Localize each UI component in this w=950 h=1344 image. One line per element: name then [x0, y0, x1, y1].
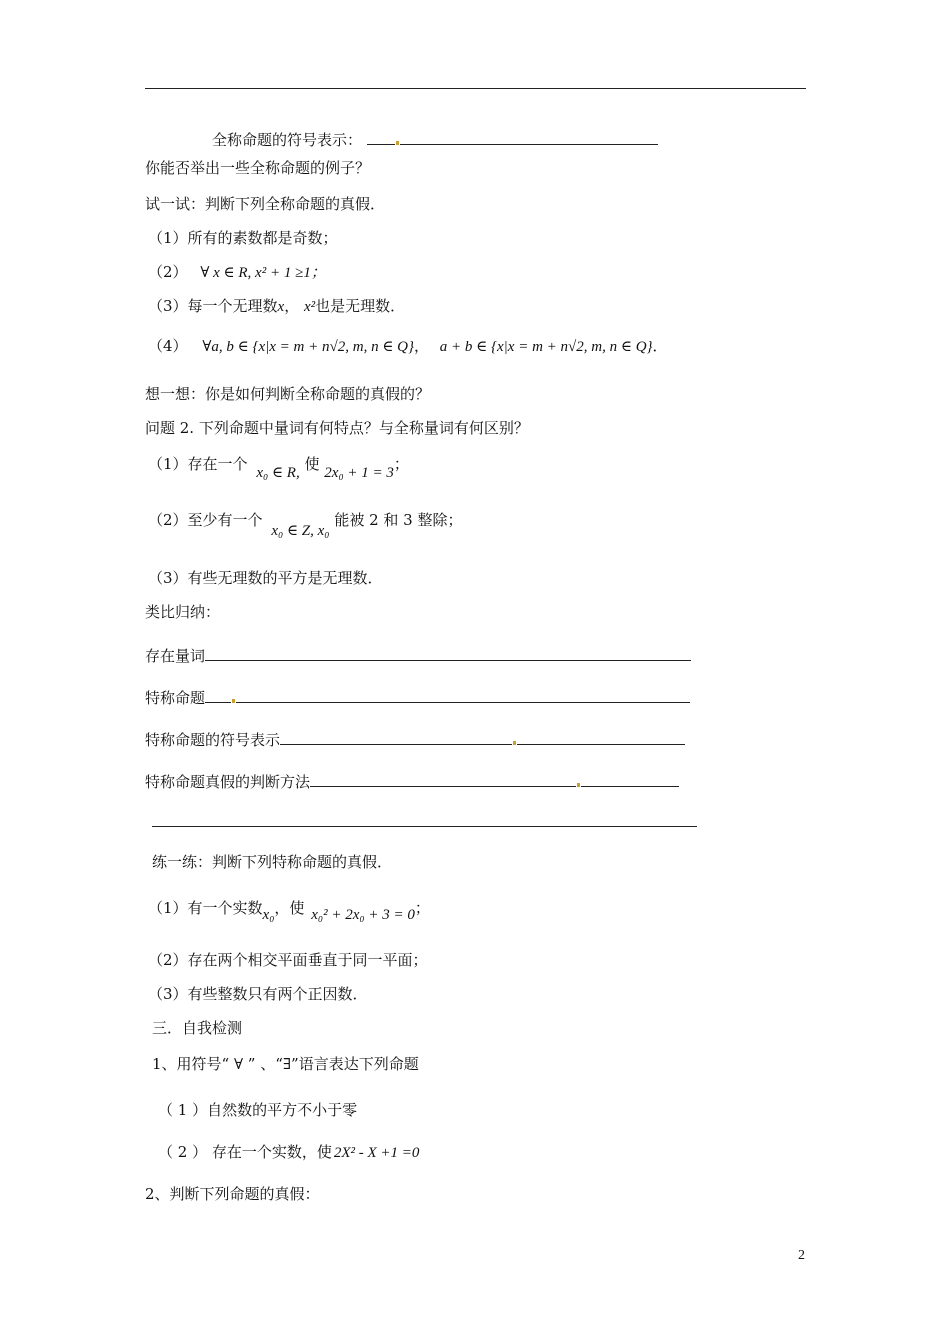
practice-item-1: （1）有一个实数x₀，使 x₀² + 2x₀ + 3 = 0； [148, 899, 430, 923]
try-heading: 试一试：判断下列全称命题的真假． [145, 195, 386, 213]
question-2: 问题 2. 下列命题中量词有何特点？与全称量词有何区别？ [145, 419, 529, 437]
practice-heading: 练一练：判断下列特称命题的真假． [152, 853, 393, 871]
try-item-3: （3）每一个无理数x， x²也是无理数． [148, 297, 406, 315]
analogy-heading: 类比归纳： [145, 603, 221, 621]
try-item-1: （1）所有的素数都是奇数； [148, 229, 338, 247]
check-1-item-1: （ 1 ）自然数的平方不小于零 [158, 1101, 358, 1119]
check-1: 1、用符号“ ∀ ” 、“∃”语言表达下列命题 [152, 1055, 419, 1073]
think-line: 想一想：你是如何判断全称命题的真假的？ [145, 385, 431, 403]
universal-symbol-line: 全称命题的符号表示： [212, 128, 658, 150]
fill-extra-line [152, 810, 697, 832]
practice-item-3: （3）有些整数只有两个正因数． [148, 985, 368, 1003]
example-question: 你能否举出一些全称命题的例子？ [145, 159, 371, 177]
practice-item-2: （2）存在两个相交平面垂直于同一平面； [148, 951, 428, 969]
exist-item-1: （1）存在一个 x₀ ∈ R, 使 2x₀ + 1 = 3； [148, 455, 409, 481]
header-rule [145, 88, 806, 89]
check-1-item-2: （ 2 ） 存在一个实数，使 2X² - X +1 =0 [158, 1143, 420, 1161]
exist-item-3: （3）有些无理数的平方是无理数． [148, 569, 383, 587]
fill-particular-truth-method: 特称命题真假的判断方法 [145, 770, 679, 792]
try-item-2: （2） ∀ x ∈ R, x² + 1 ≥1； [148, 263, 326, 281]
section-3-heading: 三．自我检测 [152, 1019, 243, 1037]
exist-item-2: （2）至少有一个 x₀ ∈ Z, x₀ 能被 2 和 3 整除； [148, 511, 463, 539]
fill-existential-quantifier: 存在量词 [145, 644, 691, 666]
try-item-4: （4） ∀a, b ∈ {x|x = m + n√2, m, n ∈ Q}， a + b ∈ {x|x = m + n√2, m, n ∈ Q}． [148, 337, 668, 355]
fill-particular-proposition: 特称命题 [145, 686, 690, 708]
check-2: 2、判断下列命题的真假： [145, 1185, 320, 1203]
fill-particular-symbol: 特称命题的符号表示 [145, 728, 685, 750]
page-number: 2 [798, 1248, 805, 1263]
